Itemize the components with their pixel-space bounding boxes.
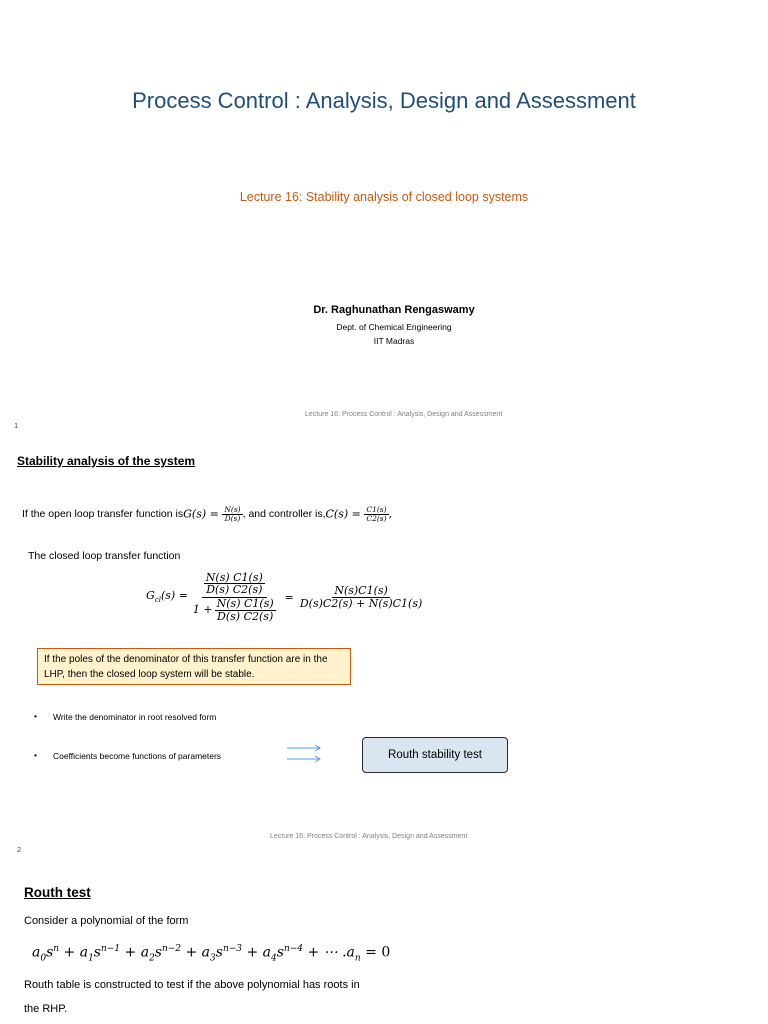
- slide1-footer: Lecture 16: Process Control : Analysis, Design and Assessment: [305, 411, 503, 418]
- slide1-subtitle: Lecture 16: Stability analysis of closed loop systems: [239, 190, 529, 204]
- c-of-s-equation: C(s) = $\frac{C1(s)}{C2(s)}$ ,: [325, 505, 393, 523]
- closed-loop-label: The closed loop transfer function: [28, 550, 181, 562]
- bullet-item-1: Write the denominator in root resolved form: [53, 712, 217, 722]
- author-name: Dr. Raghunathan Rengaswamy: [313, 304, 475, 316]
- controller-text: , and controller is,: [242, 508, 326, 521]
- bullet-item-2: Coefficients become functions of parameters: [53, 751, 222, 761]
- open-loop-statement: [22, 506, 392, 523]
- slide2-heading: Stability analysis of the system: [17, 454, 196, 468]
- slide3-intro: Consider a polynomial of the form: [24, 915, 189, 927]
- author-department: Dept. of Chemical Engineering: [336, 322, 452, 332]
- arrow-right-icon: [285, 742, 325, 764]
- slide2-footer: Lecture 16: Process Control : Analysis, Design and Assessment: [270, 833, 468, 840]
- slide1-page-number: 1: [14, 421, 19, 430]
- stability-condition-callout: If the poles of the denominator of this transfer function are in the LHP, then the closed loop system will be stable.: [37, 648, 351, 685]
- author-institute: IIT Madras: [373, 336, 415, 346]
- slide1-title: Process Control : Analysis, Design and Assessment: [132, 88, 636, 113]
- slide2-page-number: 2: [17, 845, 22, 854]
- slide3-body-line1: Routh table is constructed to test if the above polynomial has roots in: [24, 979, 360, 991]
- slide3-heading: Routh test: [24, 885, 91, 900]
- polynomial-equation: $a_0s^n + a_1s^{n-1} + a_2s^{n-2} + a_3s^{n-3} + a_4s^{n-4}$ + ⋯ $.a_n = 0$: [32, 944, 391, 964]
- bullet-dot-1: •: [34, 711, 37, 721]
- slide3-body-line2: the RHP.: [24, 1003, 68, 1015]
- closed-loop-equation: $G_{cl}(s)$ = $\frac{N(s) C1(s)}{D(s) C2(s)}$ 1 + $\frac{N(s) C1(s)}{D(s) C2(s)}$ = $\frac{N(s)C1(s)}{D(s)C2(s) + N(s)C1(s)}$: [146, 570, 423, 623]
- open-loop-prefix: If the open loop transfer function is: [22, 508, 184, 521]
- routh-stability-test-box: Routh stability test: [362, 737, 508, 773]
- bullet-dot-2: •: [34, 750, 37, 760]
- g-of-s-equation: G(s) = $\frac{N(s)}{D(s)}$: [183, 505, 241, 523]
